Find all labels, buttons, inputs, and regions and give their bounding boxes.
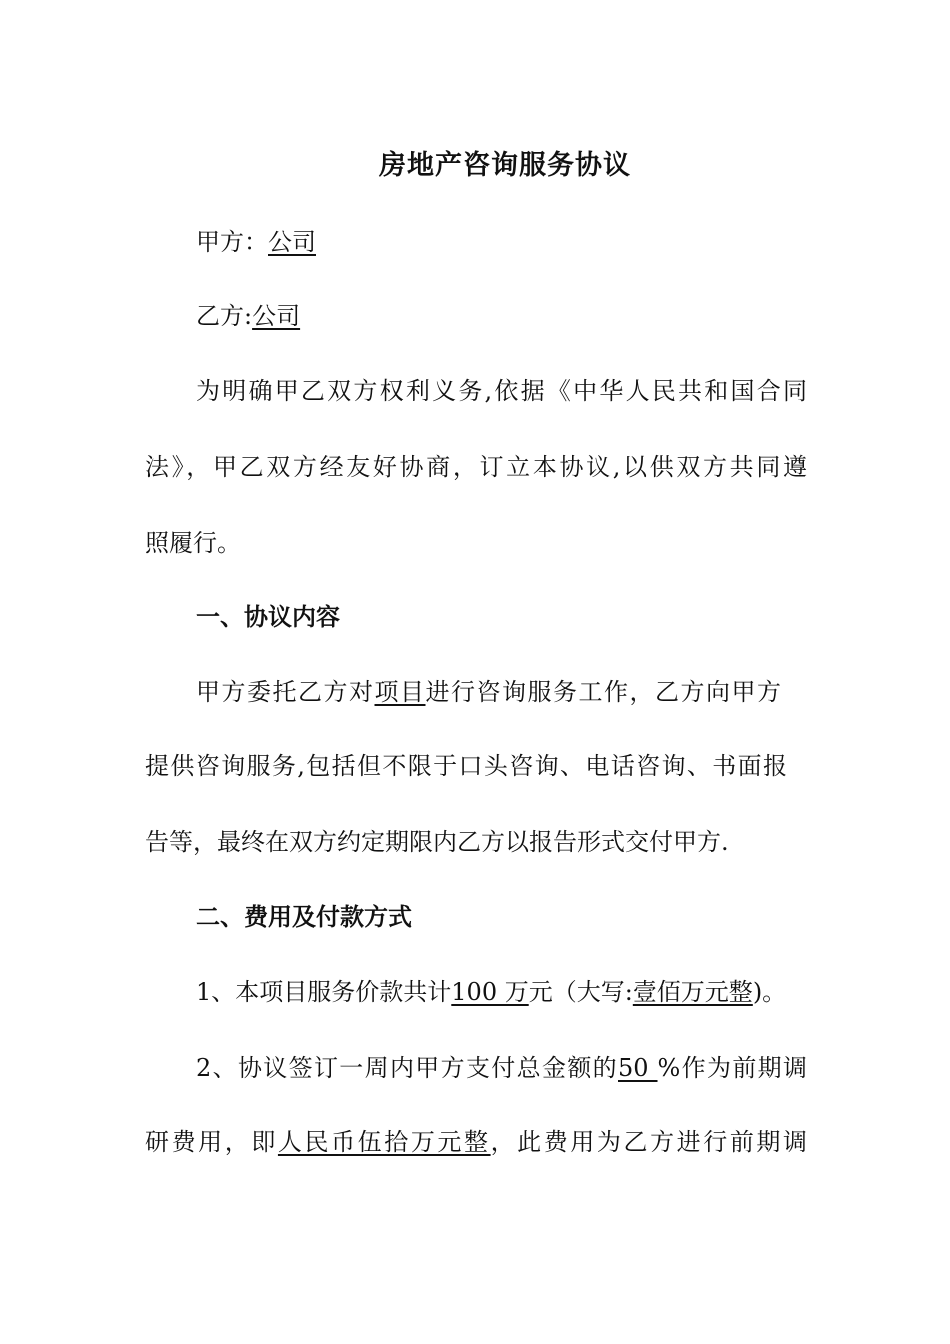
fee-item-2-line-2 xyxy=(145,1125,807,1159)
section-2-heading: 二、费用及付款方式 xyxy=(196,902,412,931)
section-1-line-2: 提供咨询服务,包括但不限于口头咨询、电话咨询、书面报 xyxy=(145,752,787,780)
party-a-label: 甲方： xyxy=(196,228,268,256)
fee-item-2-line-2-text-a: 研费用，即 xyxy=(145,1128,278,1156)
fee-percent: 50 xyxy=(618,1054,658,1082)
fee-item-1-text-c: )。 xyxy=(752,978,787,1006)
section-1-heading: 一、协议内容 xyxy=(196,602,340,631)
section-1-line-3: 告等，最终在双方约定期限内乙方以报告形式交付甲方. xyxy=(145,828,729,856)
fee-amount: 100 万 xyxy=(451,978,529,1006)
fee-item-1-text-a: 1、本项目服务价款共计 xyxy=(196,978,452,1006)
party-b-label: 乙方: xyxy=(196,302,253,330)
intro-line-2: 法》，甲乙双方经友好协商，订立本协议,以供双方共同遵 xyxy=(145,453,807,481)
fee-item-1-text-b: 元（大写: xyxy=(528,978,633,1006)
section-1-line-1 xyxy=(196,675,781,709)
section-1-text-a: 甲方委托乙方对 xyxy=(196,678,375,706)
fee-item-2-line-2-text-b: ，此费用为乙方进行前期调 xyxy=(490,1128,808,1156)
fee-amount-uppercase: 壹佰万元整 xyxy=(632,978,753,1006)
intro-line-1: 为明确甲乙双方权利义务,依据《中华人民共和国合同 xyxy=(196,377,807,405)
section-1-text-b: 进行咨询服务工作，乙方向甲方 xyxy=(425,678,781,706)
prepayment-amount: 人民币伍拾万元整 xyxy=(277,1128,491,1156)
party-a-line xyxy=(196,225,807,259)
intro-line-3: 照履行。 xyxy=(145,529,241,557)
fee-item-2-text-a: 2、协议签订一周内甲方支付总金额的 xyxy=(196,1054,618,1082)
party-b-line xyxy=(196,299,807,333)
fee-item-1 xyxy=(196,975,807,1009)
party-b-value: 公司 xyxy=(252,302,301,330)
project-name: 项目 xyxy=(374,678,426,706)
fee-item-2-text-b: %作为前期调 xyxy=(657,1054,808,1082)
fee-item-2-line-1 xyxy=(196,1051,807,1085)
party-a-value: 公司 xyxy=(268,228,316,256)
document-title: 房地产咨询服务协议 xyxy=(379,150,631,181)
